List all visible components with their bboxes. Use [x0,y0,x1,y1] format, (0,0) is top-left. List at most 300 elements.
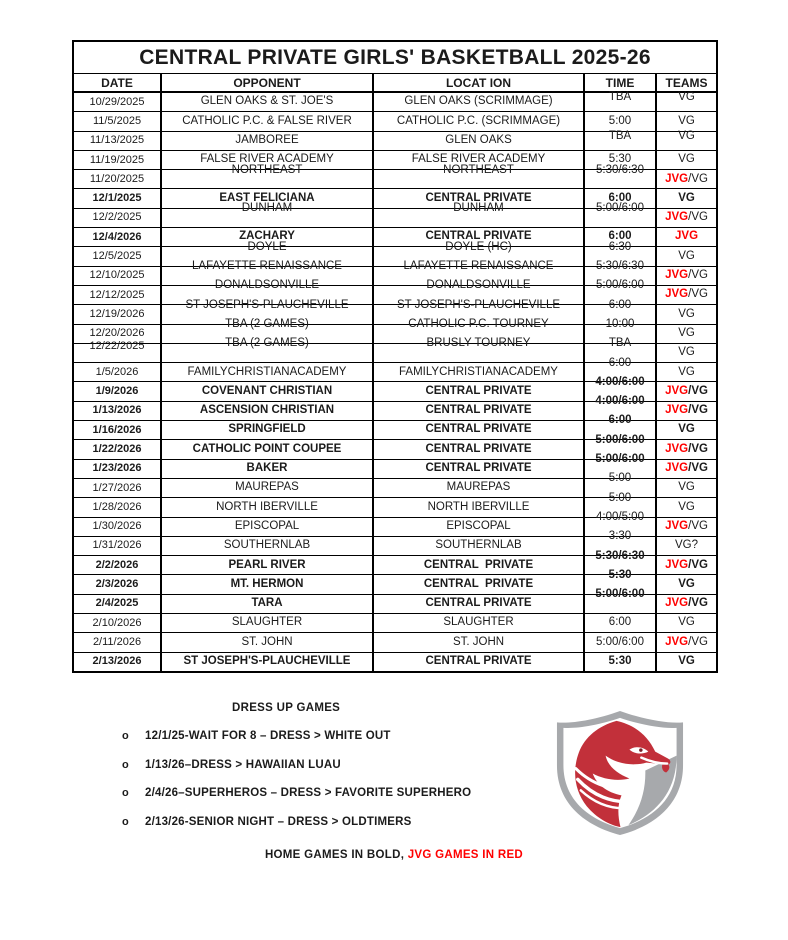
time-cell [584,131,656,150]
time-label: 10:00 [605,317,635,330]
opponent-cell [161,421,373,440]
location-cell [373,652,584,672]
date-label: 1/22/2026 [92,442,142,455]
jvg-label: JVG [665,288,689,301]
date-cell [73,170,161,189]
date-label: 1/16/2026 [92,423,142,436]
teams-cell [656,614,717,633]
teams-cell [656,363,717,382]
teams-label: /VG [688,462,708,475]
teams-label: VG [678,577,695,590]
time-label: 6:00 [608,191,632,204]
teams-cell [656,266,717,285]
date-label: 11/20/2025 [89,172,145,185]
time-label: 6:00 [608,616,632,629]
teams-label: /VG [688,558,708,571]
date-label: 2/13/2026 [92,655,142,668]
teams-cell [656,228,717,247]
opponent-label: ST JOSEPH'S-PLAUCHEVILLE [183,655,351,667]
opponent-label: BAKER [246,462,288,475]
list-item [122,787,471,799]
date-cell [73,382,161,401]
jvg-label: JVG [665,172,689,185]
opponent-label: ASCENSION CHRISTIAN [199,404,335,417]
date-label: 1/31/2026 [92,539,142,552]
location-label: DONALDSONVILLE [426,279,531,292]
opponent-cell [161,92,373,112]
jvg-label: JVG [665,519,689,532]
location-label: CENTRAL PRIVATE [425,442,532,455]
teams-label: VG [678,616,695,629]
teams-label: /VG [688,211,708,224]
date-label: 2/4/2025 [95,597,139,610]
date-label: 1/27/2026 [92,481,142,494]
time-label: 5:00/6:00 [596,279,644,292]
time-label: TBA [608,129,632,142]
column-header-label: TEAMS [665,75,708,90]
teams-cell [656,401,717,420]
schedule-body [73,92,717,672]
date-cell [73,421,161,440]
location-cell [373,401,584,420]
time-label: 5:30 [608,153,632,166]
date-cell [73,498,161,517]
dress-up-list [122,730,471,828]
date-label: 1/13/2026 [92,404,142,417]
time-cell [584,614,656,633]
location-cell [373,498,584,517]
time-label: 6:00 [608,414,632,427]
teams-label: /VG [688,288,708,301]
teams-cell [656,208,717,227]
teams-cell [656,652,717,672]
column-header-location [373,74,584,93]
date-label: 11/13/2025 [89,134,145,147]
list-item-text: 2/13/26-SENIOR NIGHT – DRESS > OLDTIMERS [145,815,412,828]
teams-label: /VG [688,172,708,185]
opponent-cell [161,614,373,633]
location-cell [373,536,584,555]
location-label: FAMILYCHRISTIANACADEMY [399,365,558,378]
opponent-label: ST. JOHN [241,635,293,648]
location-cell [373,131,584,150]
opponent-label: FALSE RIVER ACADEMY [200,153,334,166]
location-label: CENTRAL PRIVATE [425,423,532,436]
time-label: 5:00/6:00 [596,202,644,215]
time-label: 5:00/6:00 [595,453,645,466]
date-cell [73,189,161,208]
opponent-label: GLEN OAKS & ST. JOE'S [200,95,334,108]
date-label: 1/23/2026 [92,462,142,475]
location-label: SLAUGHTER [443,616,514,629]
location-cell [373,202,584,227]
location-cell [373,363,584,382]
teams-cell [656,478,717,497]
date-cell [73,208,161,227]
teams-label: /VG [688,519,708,532]
location-label: CENTRAL PRIVATE [425,404,532,417]
time-label: 5:00 [608,114,632,127]
jvg-label: JVG [665,558,689,571]
teams-label: VG [678,249,695,262]
opponent-label: COVENANT CHRISTIAN [201,384,333,397]
opponent-cell [161,498,373,517]
date-label: 1/9/2026 [95,385,139,398]
time-label: 4:00/6:00 [595,375,645,388]
location-label: DOYLE (HC) [445,240,512,253]
opponent-label: NORTH IBERVILLE [216,500,318,513]
teams-label: VG [678,307,695,320]
column-header-label: DATE [101,75,133,90]
teams-cell [656,536,717,555]
date-cell [73,285,161,304]
opponent-label: DOYLE [247,240,287,253]
location-cell [373,337,584,362]
time-label: 6:30 [608,240,632,253]
opponent-label: MAUREPAS [235,481,299,494]
location-cell [373,112,584,131]
opponent-cell [161,517,373,536]
opponent-label: SLAUGHTER [231,616,303,629]
teams-cell [656,556,717,575]
table-row [73,92,717,112]
date-cell [73,112,161,131]
opponent-label: CATHOLIC POINT COUPEE [192,442,342,455]
time-label: 5:00 [608,472,632,485]
date-cell [73,401,161,420]
location-label: CENTRAL PRIVATE [423,577,534,590]
list-item-text: 12/1/25-WAIT FOR 8 – DRESS > WHITE OUT [145,730,391,742]
date-cell [73,575,161,594]
opponent-label: EPISCOPAL [234,519,300,532]
teams-label: VG [678,191,695,204]
teams-cell [656,247,717,266]
location-label: CENTRAL PRIVATE [425,655,532,667]
teams-cell [656,150,717,169]
location-cell [373,478,584,497]
date-cell [73,652,161,672]
location-label: ST JOSEPH'S-PLAUCHEVILLE [396,298,561,311]
date-label: 11/19/2025 [89,153,145,166]
opponent-label: DUNHAM [241,202,293,215]
date-cell [73,131,161,150]
table-row [73,652,717,672]
date-label: 12/20/2026 [89,327,145,340]
jvg-label: JVG [665,384,689,397]
table-row [73,170,717,189]
date-cell [73,478,161,497]
schedule-table [72,40,718,673]
home-bold-note: HOME GAMES IN BOLD, [264,849,408,861]
location-label: CENTRAL PRIVATE [425,191,532,204]
teams-cell [656,459,717,478]
list-item [122,730,471,742]
date-label: 12/10/2025 [89,269,145,282]
time-cell [584,652,656,672]
opponent-label: FAMILYCHRISTIANACADEMY [187,365,347,378]
teams-label: VG [678,500,695,513]
opponent-label: TBA (2 GAMES) [225,337,309,350]
teams-label: /VG [688,597,708,610]
opponent-cell [161,401,373,420]
opponent-cell [161,202,373,227]
jvg-label: JVG [665,269,689,282]
opponent-cell [161,536,373,555]
title-row [73,41,717,74]
opponent-label: EAST FELICIANA [219,191,315,204]
opponent-label: TBA (2 GAMES) [225,317,309,330]
date-cell [73,266,161,285]
location-cell [373,594,584,613]
location-label: MAUREPAS [446,481,511,494]
teams-label: VG [678,129,695,142]
date-label: 1/28/2026 [92,500,142,513]
teams-label: VG [678,481,695,494]
time-label: 4:00/5:00 [596,510,644,523]
teams-label: VG [678,423,695,436]
date-label: 10/29/2025 [89,95,145,108]
jvg-label: JVG [665,404,689,417]
date-cell [73,633,161,652]
teams-cell [656,440,717,459]
opponent-cell [161,478,373,497]
date-cell [73,556,161,575]
opponent-label: CATHOLIC P.C. & FALSE RIVER [182,114,352,127]
opponent-label: ST JOSEPH'S-PLAUCHEVILLE [185,298,349,311]
column-header-opponent [161,74,373,93]
date-cell [73,536,161,555]
opponent-cell [161,382,373,401]
eagle-shield-logo [542,706,698,840]
time-label: 5:30/6:30 [595,549,645,562]
teams-cell [656,305,717,324]
bullet-marker: o [122,758,129,771]
list-item-text: 1/13/26–DRESS > HAWAIIAN LUAU [145,758,341,771]
time-cell [584,163,656,189]
jvg-label: JVG [665,635,689,648]
column-header-label: TIME [605,75,635,90]
date-cell [73,459,161,478]
teams-cell [656,324,717,343]
date-cell [73,594,161,613]
location-label: ST. JOHN [452,635,505,648]
location-cell [373,421,584,440]
time-label: 3:30 [608,530,632,543]
location-label: BRUSLY TOURNEY [426,337,531,350]
table-row [73,633,717,652]
teams-cell [656,131,717,150]
opponent-label: JAMBOREE [235,133,299,146]
time-label: 5:30 [608,655,632,667]
opponent-cell [161,337,373,362]
date-label: 1/30/2026 [92,520,142,533]
opponent-cell [161,459,373,478]
table-row [73,131,717,150]
location-label: SOUTHERNLAB [435,539,522,552]
time-label: 5:00/6:00 [596,635,644,648]
time-label: 5:30/6:30 [596,260,644,273]
opponent-cell [161,594,373,613]
location-cell [373,633,584,652]
date-cell [73,92,161,112]
jvg-red-note: JVG GAMES IN RED [407,849,524,861]
bullet-marker: o [122,815,129,828]
location-cell [373,92,584,112]
time-cell [584,633,656,652]
teams-cell [656,112,717,131]
bullet-marker: o [122,730,129,742]
location-label: FALSE RIVER ACADEMY [411,153,546,166]
teams-label: VG [678,153,695,166]
location-cell [373,556,584,575]
time-cell [584,202,656,227]
teams-cell [656,285,717,304]
location-cell [373,517,584,536]
location-cell [373,382,584,401]
table-row [73,594,717,613]
location-label: CENTRAL PRIVATE [423,558,534,571]
location-label: CATHOLIC P.C. TOURNEY [408,317,549,330]
teams-label: VG? [675,539,699,552]
opponent-label: SPRINGFIELD [228,423,306,436]
date-cell [73,228,161,247]
bullet-marker: o [122,787,129,799]
time-label: 5:00/6:00 [595,588,645,601]
list-item [122,759,471,771]
location-label: CENTRAL PRIVATE [425,597,532,610]
opponent-cell [161,440,373,459]
column-header-teams [656,74,717,93]
location-cell [373,163,584,189]
time-label: 6:00 [608,230,632,243]
dress-up-heading: DRESS UP GAMES [232,702,341,714]
opponent-cell [161,556,373,575]
date-label: 1/5/2026 [95,365,139,378]
teams-cell [656,189,717,208]
column-header-label: OPPONENT [233,75,301,90]
table-row [73,208,717,227]
location-cell [373,459,584,478]
teams-label: /VG [688,269,708,282]
date-label: 12/1/2025 [92,192,142,205]
date-cell [73,614,161,633]
jvg-label: JVG [665,597,689,610]
time-label: 5:30/6:30 [596,163,644,176]
date-label: 2/11/2026 [92,635,142,648]
location-label: CENTRAL PRIVATE [425,462,532,475]
location-label: EPISCOPAL [446,519,511,532]
time-label: 4:00/6:00 [595,395,645,408]
date-cell [73,440,161,459]
opponent-label: MT. HERMON [230,577,304,590]
location-label: DUNHAM [453,202,504,215]
date-label: 12/19/2026 [89,307,145,320]
location-label: CATHOLIC P.C. (SCRIMMAGE) [396,114,561,127]
teams-cell [656,594,717,613]
teams-cell [656,382,717,401]
teams-label: /VG [688,384,708,397]
teams-cell [656,517,717,536]
teams-cell [656,343,717,362]
teams-label: VG [678,655,695,667]
time-label: 6:00 [608,356,632,369]
location-cell [373,440,584,459]
teams-label: VG [678,91,695,104]
teams-label: /VG [688,404,708,417]
date-label: 12/5/2025 [92,250,142,263]
footer-note [0,849,788,861]
date-label: 12/2/2025 [92,211,142,224]
date-cell [73,305,161,324]
opponent-label: SOUTHERNLAB [223,539,311,552]
teams-cell [656,498,717,517]
date-label: 2/3/2026 [95,578,139,591]
date-label: 2/2/2026 [95,558,139,571]
teams-cell [656,170,717,189]
teams-label: /VG [688,635,708,648]
table-row [73,614,717,633]
eagle-pupil [639,748,642,751]
opponent-cell [161,131,373,150]
header-row [73,74,717,93]
opponent-cell [161,112,373,131]
time-label: TBA [608,337,632,350]
list-item-text: 2/4/26–SUPERHEROS – DRESS > FAVORITE SUPERHERO [145,787,472,799]
teams-cell [656,421,717,440]
jvg-label: JVG [665,462,689,475]
opponent-cell [161,363,373,382]
column-header-label: LOCAT ION [445,75,512,90]
opponent-label: NORTHEAST [231,163,303,176]
time-label: 5:30 [608,568,632,581]
date-cell [73,150,161,169]
date-cell [73,247,161,266]
teams-label: VG [678,365,695,378]
page-title: CENTRAL PRIVATE GIRLS' BASKETBALL 2025-26 [73,41,717,74]
teams-label: VG [678,346,695,359]
date-label: 12/12/2025 [89,288,145,301]
opponent-label: PEARL RIVER [228,558,306,571]
opponent-label: ZACHARY [239,230,295,243]
opponent-label: DONALDSONVILLE [214,279,320,292]
teams-cell [656,633,717,652]
date-cell [73,363,161,382]
date-cell [73,517,161,536]
date-label: 12/22/2025 [89,339,145,352]
time-label: 5:00 [608,491,632,504]
teams-cell [656,92,717,112]
jvg-label: JVG [665,442,689,455]
opponent-cell [161,163,373,189]
location-label: NORTH IBERVILLE [427,500,530,513]
location-label: CENTRAL PRIVATE [425,384,532,397]
teams-label: VG [678,114,695,127]
teams-label: /VG [688,442,708,455]
location-label: NORTHEAST [443,163,514,176]
date-label: 11/5/2025 [92,114,142,127]
column-header-time [584,74,656,93]
date-label: 12/4/2026 [92,230,142,243]
jvg-label: JVG [665,211,689,224]
location-cell [373,614,584,633]
time-label: 6:00 [608,298,632,311]
table-row [73,112,717,131]
column-header-date [73,74,161,93]
time-cell [584,92,656,112]
location-label: CENTRAL PRIVATE [425,230,532,243]
location-label: LAFAYETTE RENAISSANCE [403,260,554,273]
time-label: 5:00/6:00 [595,433,645,446]
